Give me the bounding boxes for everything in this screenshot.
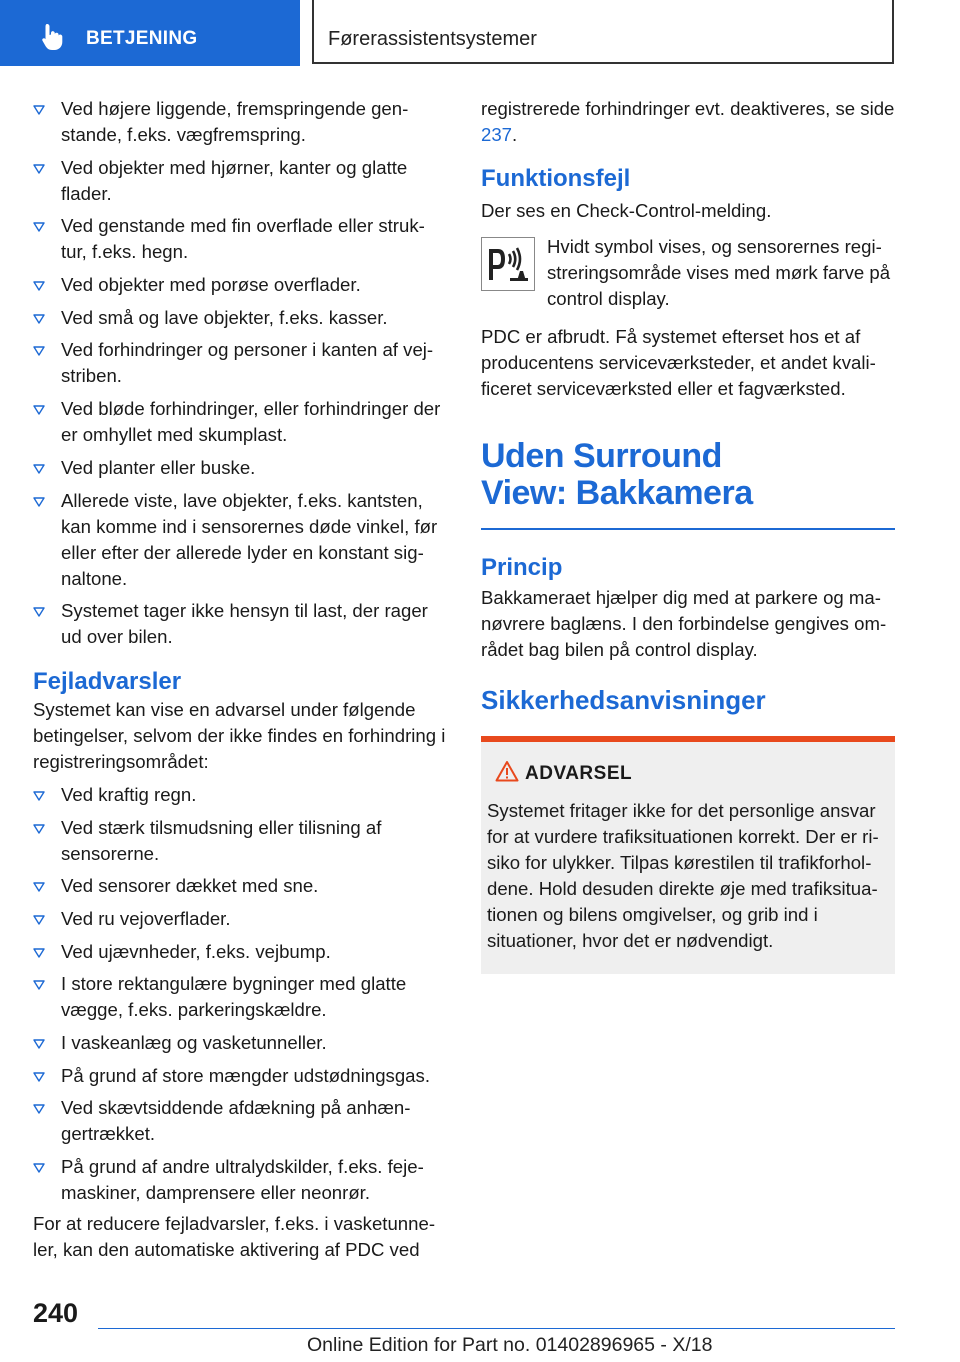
list-item [33, 337, 449, 389]
continued-text-end: . [512, 124, 518, 145]
chapter-title: Førerassistentsystemer [328, 28, 537, 50]
bullet-triangle-icon [33, 824, 45, 834]
list-item-text: I store rektangulære bygninger med glatte vægge, f.eks. parkeringskældre. [61, 973, 407, 1021]
bullet-triangle-icon [33, 1039, 45, 1049]
heading-princip: Princip [481, 554, 563, 581]
false-warnings-list [33, 782, 449, 1206]
list-item [33, 782, 449, 808]
section-label: BETJENING [86, 28, 198, 49]
bullet-triangle-icon [33, 915, 45, 925]
list-item-text: Allerede viste, lave objekter, f.eks. kantsten, kan komme ind i sensorernes døde vinkel, før eller efter der allerede lyder en konstant sig-naltone. [61, 489, 438, 589]
fejl-intro-text: Systemet kan vise en advarsel under følgende betingelser, selvom der ikke findes en forhindring i registreringsområdet: [33, 698, 446, 772]
chapter-title-box [312, 0, 894, 64]
list-item [33, 488, 449, 592]
bullet-triangle-icon [33, 607, 45, 617]
bullet-triangle-icon [33, 105, 45, 115]
bullet-triangle-icon [33, 464, 45, 474]
closing-text: For at reducere fejladvarsler, f.eks. i vasketunne-ler, kan den automatiske aktivering af PDC ved [33, 1212, 436, 1260]
list-item-text: I vaskeanlæg og vasketunneller. [61, 1032, 327, 1053]
list-item [33, 873, 449, 899]
list-item [33, 1030, 449, 1056]
list-item-text: På grund af store mængder udstødningsgas. [61, 1064, 430, 1086]
warning-title: ADVARSEL [525, 763, 633, 784]
list-item-text: Ved højere liggende, fremspringende gen-stande, f.eks. vægfremspring. [61, 98, 409, 145]
page-link[interactable]: 237 [481, 124, 513, 145]
list-item-text: Ved ujævnheder, f.eks. vejbump. [61, 940, 331, 962]
list-item [33, 906, 449, 932]
list-item [33, 455, 449, 481]
list-item [33, 213, 449, 265]
pdc-sensor-icon [482, 238, 534, 290]
list-item-text: Ved bløde forhindringer, eller forhindringer der er omhyllet med skumplast. [61, 398, 441, 446]
bullet-triangle-icon [33, 314, 45, 324]
list-item [33, 939, 449, 965]
list-item-text: Ved små og lave objekter, f.eks. kasser. [61, 306, 388, 328]
bullet-triangle-icon [33, 497, 45, 507]
heading-funktionsfejl: Funktionsfejl [481, 165, 631, 192]
pdc-symbol-box [481, 237, 535, 291]
list-item-text: Systemet tager ikke hensyn til last, der rager ud over bilen. [61, 600, 428, 648]
page-header [0, 0, 960, 66]
symbol-description: Hvidt symbol vises, og sensorernes regi-streringsområde vises med mørk farve på control display. [547, 236, 891, 309]
continued-text [481, 96, 895, 148]
bullet-triangle-icon [33, 1072, 45, 1082]
list-item-text: Ved forhindringer og personer i kanten af vej-striben. [61, 339, 434, 387]
list-item [33, 1095, 449, 1147]
pointing-hand-icon [38, 22, 68, 52]
list-item-text: Ved planter eller buske. [61, 456, 256, 478]
bullet-triangle-icon [33, 222, 45, 232]
list-item-text: Ved objekter med hjørner, kanter og glatte flader. [61, 156, 408, 204]
warning-triangle-icon [495, 760, 519, 782]
left-column [33, 96, 449, 1263]
bullet-triangle-icon [33, 1104, 45, 1114]
heading-fejladvarsler: Fejladvarsler [33, 667, 182, 695]
limitations-list [33, 96, 449, 650]
list-item [33, 396, 449, 448]
list-item-text: Ved kraftig regn. [61, 783, 197, 805]
list-item [33, 155, 449, 207]
list-item-text: På grund af andre ultralydskilder, f.eks. feje-maskiner, damprensere eller neonrør. [61, 1156, 424, 1204]
list-item [33, 272, 449, 298]
list-item-text: Ved ru vejoverflader. [61, 907, 231, 929]
list-item [33, 96, 449, 148]
section-tab [0, 0, 300, 66]
pdc-text: PDC er afbrudt. Få systemet efterset hos et af producentens serviceværksteder, et andet kvali-ficeret serviceværksted eller et fagværksted. [481, 326, 876, 399]
continued-text-body: registrerede forhindringer evt. deaktiveres, se side [481, 98, 895, 119]
list-item [33, 598, 449, 650]
bullet-triangle-icon [33, 948, 45, 958]
warning-header [481, 742, 895, 782]
bullet-triangle-icon [33, 164, 45, 174]
footer-rule [98, 1328, 895, 1329]
list-item [33, 305, 449, 331]
list-item-text: Ved genstande med fin overflade eller struk-tur, f.eks. hegn. [61, 215, 425, 263]
list-item-text: Ved objekter med porøse overflader. [61, 274, 361, 296]
bullet-triangle-icon [33, 346, 45, 356]
bullet-triangle-icon [33, 281, 45, 291]
list-item-text: Ved sensorer dækket med sne. [61, 875, 319, 897]
list-item-text: Ved skævtsiddende afdækning på anhæn-gertrækket. [61, 1097, 411, 1145]
warning-text: Systemet fritager ikke for det personlige ansvar for at vurdere trafiksituationen korrekt. Der er ri-siko for ulykker. Tilpas kørestilen til trafikforhol-dene. Hold desuden direkte øje med trafiksitua-tionen og bilens omgivelser, og grib ind i situationer, hvor det er nødvendigt. [487, 800, 879, 951]
list-item-text: Ved stærk tilsmudsning eller tilisning af sensorerne. [61, 816, 382, 864]
bullet-triangle-icon [33, 882, 45, 892]
list-item [33, 971, 449, 1023]
funktion-intro-text: Der ses en Check-Control-melding. [481, 200, 772, 221]
list-item [33, 815, 449, 867]
bullet-triangle-icon [33, 980, 45, 990]
princip-text: Bakkameraet hjælper dig med at parkere og ma-nøvrere baglæns. I den forbindelse gengives om-rådet bag bilen på control display. [481, 587, 887, 660]
symbol-row [481, 234, 895, 324]
right-column [481, 96, 895, 974]
list-item [33, 1154, 449, 1206]
bullet-triangle-icon [33, 791, 45, 801]
footer-edition: Online Edition for Part no. 01402896965 - X/18 [307, 1334, 713, 1356]
warning-box [481, 736, 895, 974]
bullet-triangle-icon [33, 1163, 45, 1173]
main-heading: Uden Surround View: Bakkamera [481, 437, 753, 512]
bullet-triangle-icon [33, 405, 45, 415]
heading-sikkerhed: Sikkerhedsanvisninger [481, 685, 766, 715]
list-item [33, 1063, 449, 1089]
page-number: 240 [33, 1298, 79, 1328]
